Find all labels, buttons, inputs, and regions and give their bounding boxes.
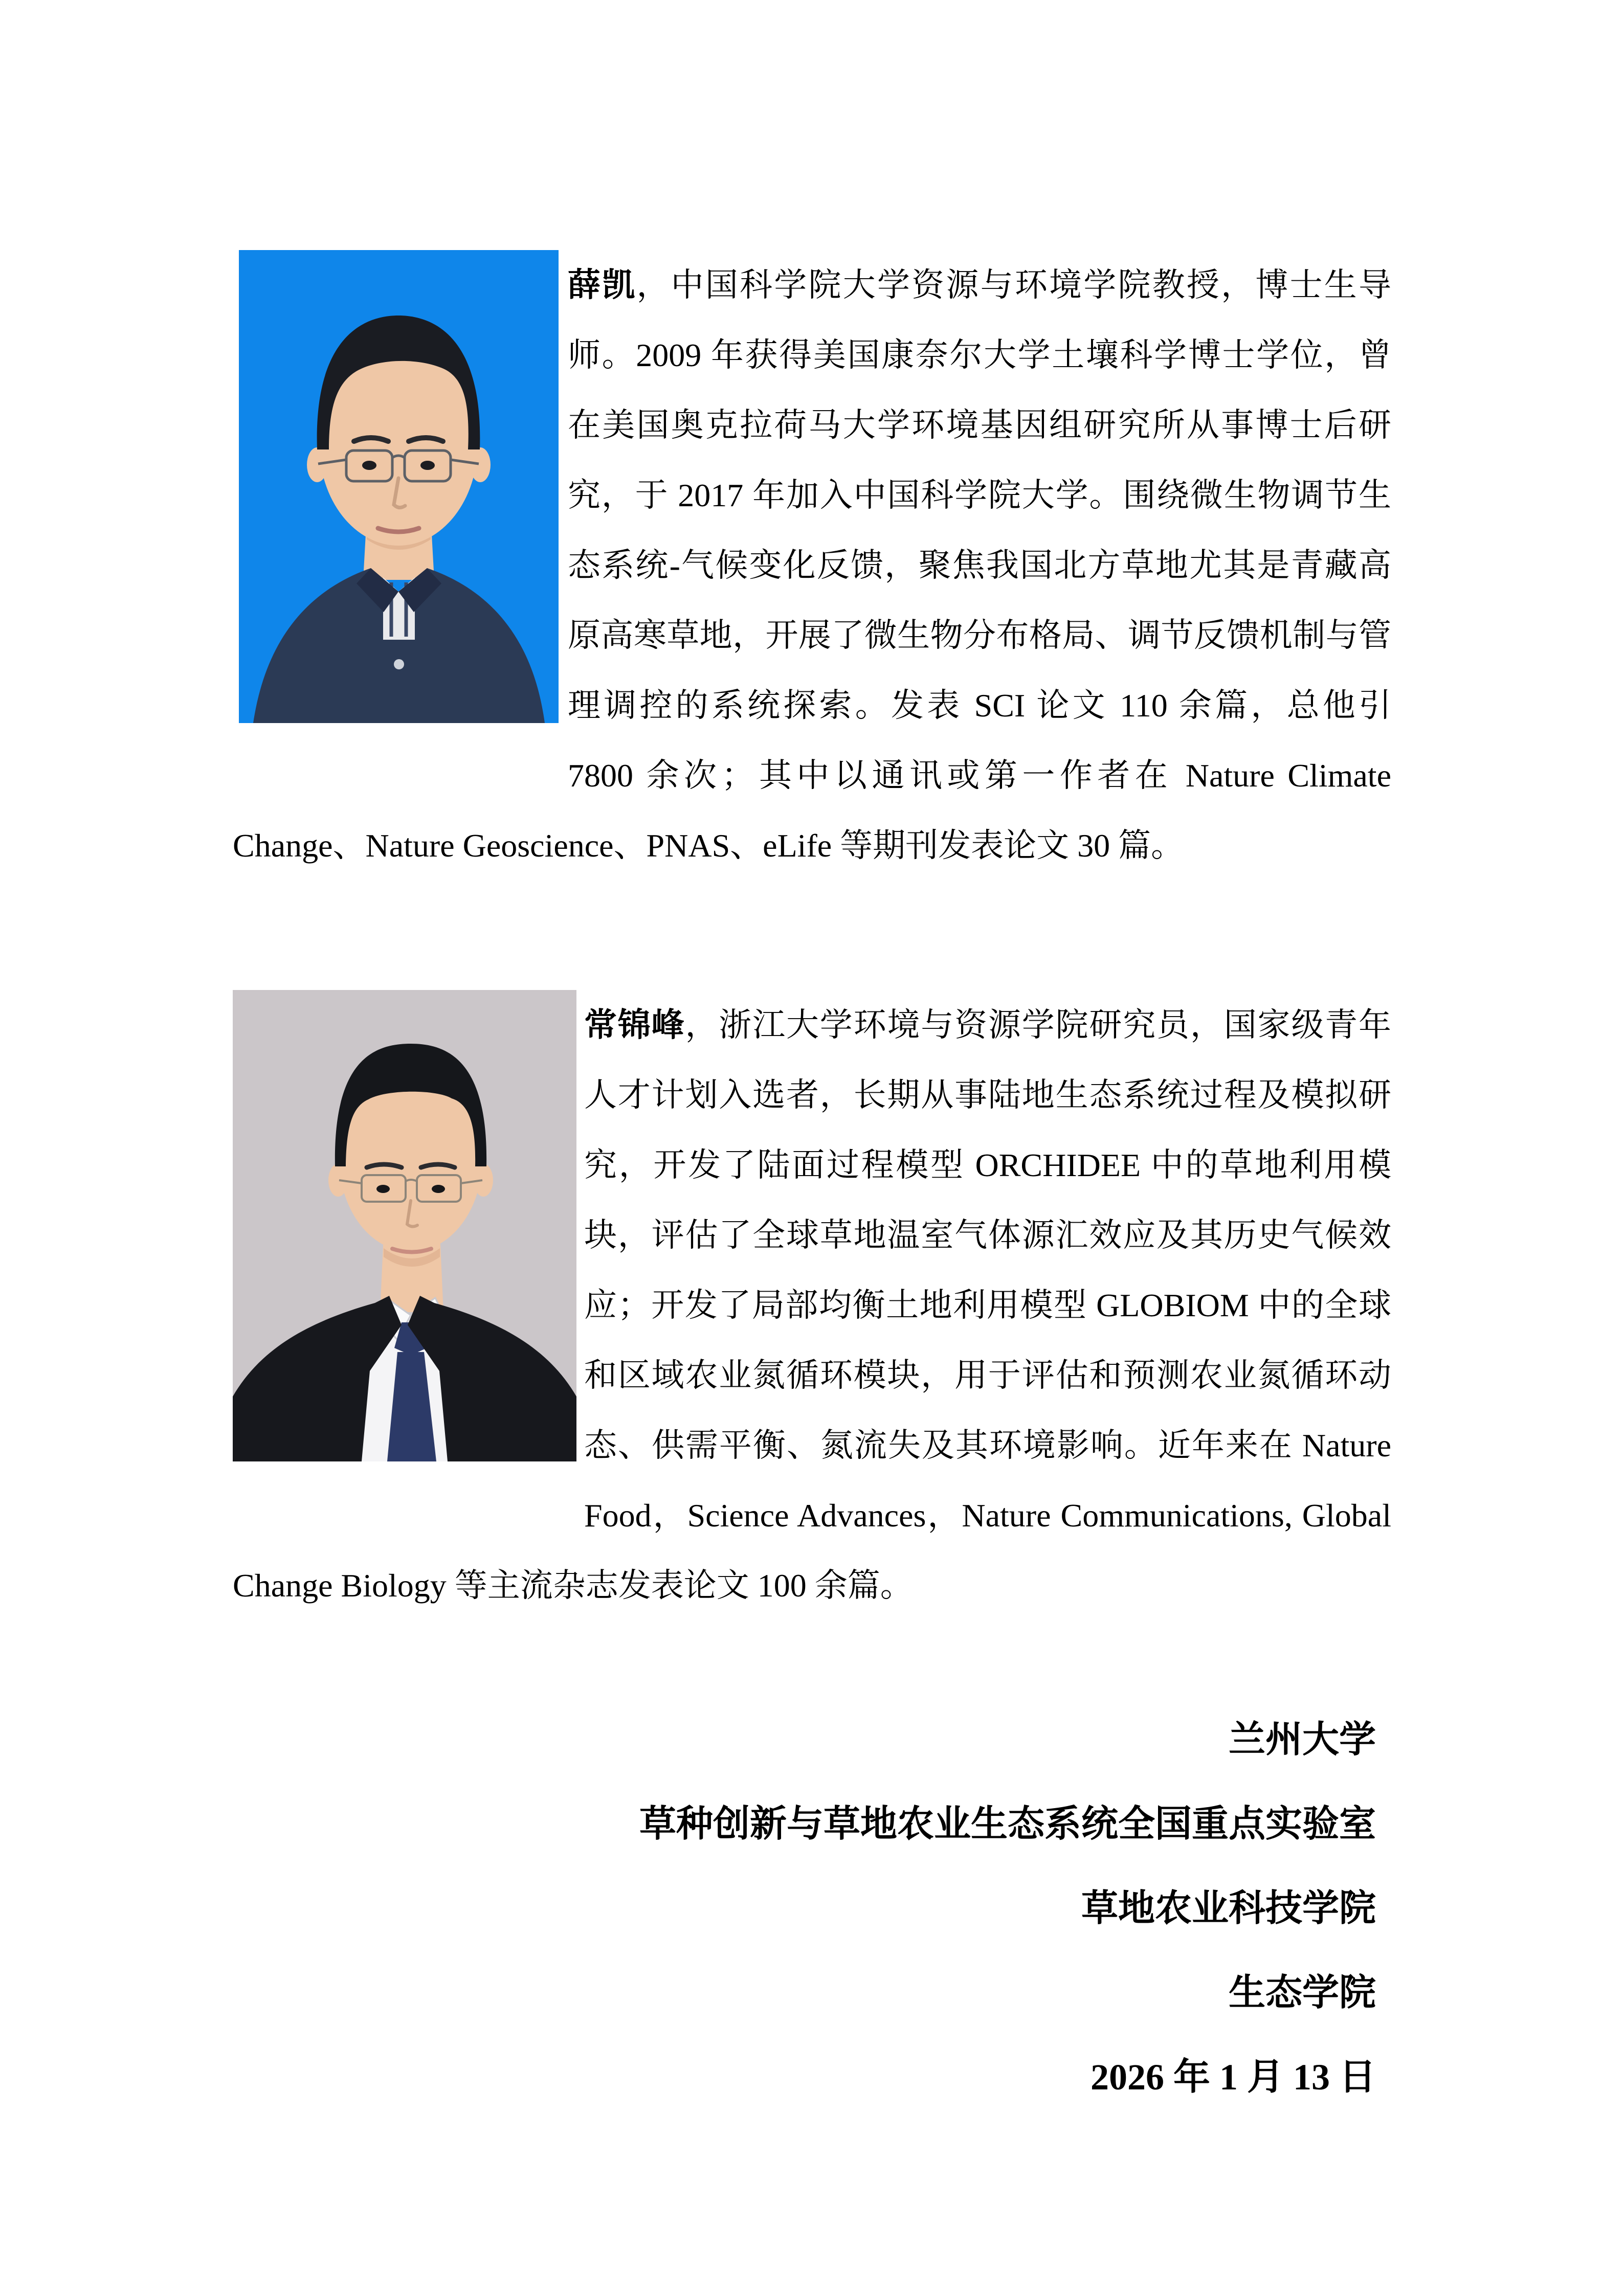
signature-college-agro: 草地农业科技学院 xyxy=(1081,1888,1376,1929)
bio-text: ，浙江大学环境与资源学院研究员，国家级青年人才计划入选者，长期从事陆地生态系统过程及模拟研究，开发了陆面过程模型 ORCHIDEE 中的草地利用模块，评估了全球草地温室气体源汇效应及其历史气候效应；开发了局部均衡土地利用模型 GLOBIOM 中的全球和区域农业氮循环模块，用于评估和预测农业氮循环动态、供需平衡、氮流失及其环境影响。近年来在 Nature Food，Science Advances，Nature Communications, Global Change Biology 等主流杂志发表论文 100 余篇。 xyxy=(233,1007,1392,1604)
bio-paragraph-xue-kai xyxy=(233,250,1391,881)
suit-photo-illustration xyxy=(233,990,576,1461)
signature-college-eco: 生态学院 xyxy=(1228,1972,1376,2013)
signature-block xyxy=(639,1698,1376,2120)
bio-name: 薛凯 xyxy=(568,267,637,303)
portrait-photo-chang-jinfeng xyxy=(233,990,576,1461)
shirt-button xyxy=(394,659,404,669)
bio-name: 常锦峰 xyxy=(584,1007,685,1043)
bio-text: ，中国科学院大学资源与环境学院教授，博士生导师。2009 年获得美国康奈尔大学土壤科学博士学位，曾在美国奥克拉荷马大学环境基因组研究所从事博士后研究，于 2017 年加入中国科学院大学。围绕微生物调节生态系统-气候变化反馈，聚焦我国北方草地尤其是青藏高原高寒草地，开展了微生物分布格局、调节反馈机制与管理调控的系统探索。发表 SCI 论文 110 余篇，总他引 7800 余次；其中以通讯或第一作者在 Nature Climate Change、Nature Geoscience、PNAS、eLife 等期刊发表论文 30 篇。 xyxy=(233,267,1392,864)
eye-right xyxy=(432,1185,445,1193)
bio-paragraph-chang-jinfeng xyxy=(233,990,1391,1620)
eye-left xyxy=(362,461,376,470)
id-photo-illustration xyxy=(239,250,559,723)
eye-left xyxy=(376,1185,390,1193)
signature-date: 2026 年 1 月 13 日 xyxy=(1090,2057,1376,2098)
portrait-photo-xue-kai xyxy=(239,250,559,723)
signature-lab: 草种创新与草地农业生态系统全国重点实验室 xyxy=(639,1804,1376,1844)
eye-right xyxy=(420,461,435,470)
signature-university: 兰州大学 xyxy=(1228,1719,1376,1760)
